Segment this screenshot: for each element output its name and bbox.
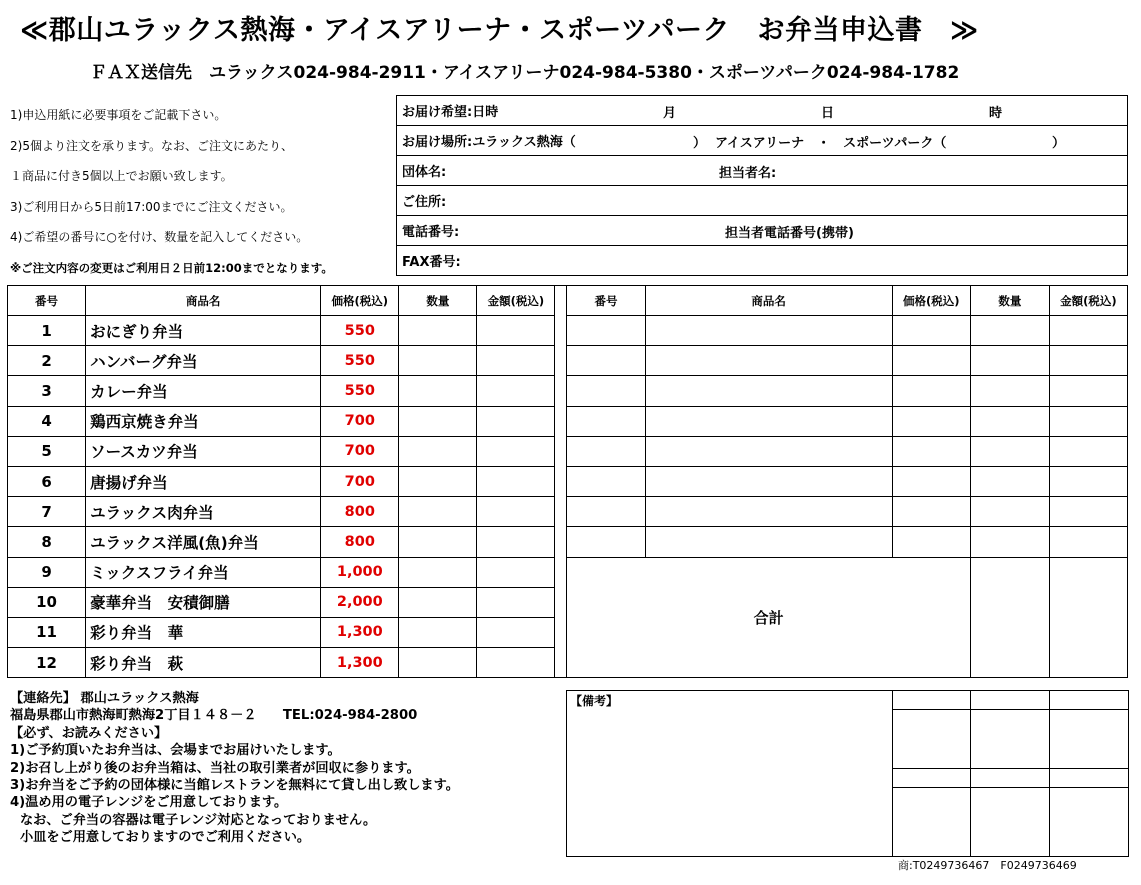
item-price: 2,000 <box>321 587 399 617</box>
item-price: 1,000 <box>321 557 399 587</box>
price-cell-2[interactable] <box>892 316 970 346</box>
item-name: ユラックス洋風(魚)弁当 <box>86 527 321 557</box>
qty-cell[interactable] <box>399 406 477 436</box>
remarks-table <box>566 690 1129 857</box>
table-row <box>8 497 1128 527</box>
item-price: 550 <box>321 316 399 346</box>
header-no: 番号 <box>8 286 86 316</box>
item-name: ユラックス肉弁当 <box>86 497 321 527</box>
name-cell-2[interactable] <box>645 346 892 376</box>
no-cell-2[interactable] <box>567 497 645 527</box>
no-cell-2[interactable] <box>567 466 645 496</box>
item-name: カレー弁当 <box>86 376 321 406</box>
qty-cell-2[interactable] <box>970 436 1049 466</box>
item-price: 1,300 <box>321 648 399 678</box>
item-price: 800 <box>321 497 399 527</box>
item-number[interactable]: 10 <box>8 587 86 617</box>
notice-4-sub1: なお、ご弁当の容器は電子レンジ対応となっておりません。 <box>20 812 377 828</box>
address-label: ご住所: <box>402 195 447 210</box>
delivery-place-label: お届け場所:ユラックス熱海（ <box>402 135 576 150</box>
item-name: ソースカツ弁当 <box>86 436 321 466</box>
instruction-5: 4)ご希望の番号に○を付け、数量を記入してください。 <box>10 230 309 244</box>
amount-cell[interactable] <box>477 617 555 647</box>
amount-cell[interactable] <box>477 466 555 496</box>
qty-cell[interactable] <box>399 346 477 376</box>
price-cell-2[interactable] <box>892 466 970 496</box>
day-label: 日 <box>821 106 835 121</box>
table-row <box>8 406 1128 436</box>
header-amount: 金額(税込) <box>477 286 555 316</box>
price-cell-2[interactable] <box>892 406 970 436</box>
name-cell-2[interactable] <box>645 436 892 466</box>
instruction-1: 1)申込用紙に必要事項をご記載下さい。 <box>10 108 227 122</box>
qty-cell[interactable] <box>399 527 477 557</box>
item-price: 550 <box>321 376 399 406</box>
amount-cell[interactable] <box>477 346 555 376</box>
hour-label: 時 <box>989 106 1003 121</box>
qty-cell[interactable] <box>399 316 477 346</box>
amount-cell-2[interactable] <box>1049 466 1127 496</box>
amount-cell-2[interactable] <box>1049 376 1127 406</box>
qty-cell-2[interactable] <box>970 346 1049 376</box>
amount-cell[interactable] <box>477 497 555 527</box>
remarks-box[interactable] <box>567 691 893 857</box>
price-cell-2[interactable] <box>892 527 970 557</box>
remarks-label: 【備考】 <box>570 694 619 708</box>
table-header-row <box>8 286 1128 316</box>
table-row <box>8 527 1128 557</box>
no-cell-2[interactable] <box>567 346 645 376</box>
header-qty-2: 数量 <box>970 286 1049 316</box>
amount-cell[interactable] <box>477 587 555 617</box>
instructions <box>10 100 333 283</box>
item-number[interactable]: 7 <box>8 497 86 527</box>
fax-destinations: ＦＡＸ送信先 ユラックス024-984-2911・アイスアリーナ024-984-5380・スポーツパーク024-984-1782 <box>90 63 960 83</box>
item-number[interactable]: 1 <box>8 316 86 346</box>
delivery-date-field[interactable] <box>397 96 1128 126</box>
header-amount-2: 金額(税込) <box>1049 286 1127 316</box>
price-cell-2[interactable] <box>892 497 970 527</box>
item-name: ハンバーグ弁当 <box>86 346 321 376</box>
amount-cell[interactable] <box>477 376 555 406</box>
item-price: 800 <box>321 527 399 557</box>
table-row <box>8 436 1128 466</box>
name-cell-2[interactable] <box>645 527 892 557</box>
name-cell-2[interactable] <box>645 376 892 406</box>
item-number[interactable]: 11 <box>8 617 86 647</box>
place-close-1: ） <box>693 136 707 151</box>
qty-cell[interactable] <box>399 587 477 617</box>
notice-4-sub2: 小皿をご用意しておりますのでご利用ください。 <box>20 830 311 846</box>
amount-cell-2[interactable] <box>1049 497 1127 527</box>
instruction-3: １商品に付き5個以上でお願い致します。 <box>10 169 233 183</box>
item-number[interactable]: 4 <box>8 406 86 436</box>
no-cell-2[interactable] <box>567 316 645 346</box>
table-row <box>8 316 1128 346</box>
delivery-date-label: お届け希望:日時 <box>402 105 499 120</box>
amount-cell-2[interactable] <box>1049 527 1127 557</box>
instruction-2: 2)5個より注文を承ります。なお、ご注文にあたり、 <box>10 138 293 153</box>
no-cell-2[interactable] <box>567 436 645 466</box>
item-number[interactable]: 8 <box>8 527 86 557</box>
header-name-2: 商品名 <box>645 286 892 316</box>
item-price: 700 <box>321 406 399 436</box>
amount-cell-2[interactable] <box>1049 406 1127 436</box>
address-field[interactable] <box>397 186 1128 216</box>
qty-cell[interactable] <box>399 466 477 496</box>
item-number[interactable]: 12 <box>8 648 86 678</box>
qty-cell-2[interactable] <box>970 406 1049 436</box>
amount-cell[interactable] <box>477 527 555 557</box>
item-price: 1,300 <box>321 617 399 647</box>
item-name: 鶏西京焼き弁当 <box>86 406 321 436</box>
item-number[interactable]: 9 <box>8 557 86 587</box>
group-name-field[interactable] <box>397 156 1128 186</box>
amount-cell[interactable] <box>477 436 555 466</box>
place-close-2: ） <box>1052 136 1066 151</box>
qty-cell-2[interactable] <box>970 497 1049 527</box>
table-row <box>8 466 1128 496</box>
notice-4: 4)温め用の電子レンジをご用意しております。 <box>10 795 288 811</box>
fax-label: FAX番号: <box>402 255 461 270</box>
amount-cell[interactable] <box>477 648 555 678</box>
column-gap <box>555 286 567 316</box>
item-name: 彩り弁当 萩 <box>86 648 321 678</box>
notice-1: 1)ご予約頂いたお弁当は、会場までお届けいたします。 <box>10 743 341 759</box>
order-table <box>7 285 1128 678</box>
item-name: 彩り弁当 華 <box>86 617 321 647</box>
phone-label: 電話番号: <box>402 225 460 240</box>
item-name: おにぎり弁当 <box>86 316 321 346</box>
qty-cell[interactable] <box>399 648 477 678</box>
table-row <box>8 346 1128 376</box>
item-name: ミックスフライ弁当 <box>86 557 321 587</box>
qty-cell[interactable] <box>399 436 477 466</box>
name-cell-2[interactable] <box>645 466 892 496</box>
price-cell-2[interactable] <box>892 436 970 466</box>
qty-cell[interactable] <box>399 376 477 406</box>
footer-code: 商:T0249736467 F0249736469 <box>898 859 1077 872</box>
delivery-info-table <box>396 95 1128 276</box>
amount-cell[interactable] <box>477 406 555 436</box>
contact-address: 福島県郡山市熱海町熱海2丁目１４８－２ TEL:024-984-2800 <box>10 708 418 724</box>
total-qty-cell[interactable] <box>970 557 1049 678</box>
header-price: 価格(税込) <box>321 286 399 316</box>
name-cell-2[interactable] <box>645 406 892 436</box>
group-name-label: 団体名: <box>402 165 447 180</box>
item-number[interactable]: 3 <box>8 376 86 406</box>
qty-cell[interactable] <box>399 497 477 527</box>
no-cell-2[interactable] <box>567 527 645 557</box>
form-title: ≪郡山ユラックス熱海・アイスアリーナ・スポーツパーク お弁当申込書 ≫ <box>20 15 979 46</box>
no-cell-2[interactable] <box>567 406 645 436</box>
price-cell-2[interactable] <box>892 376 970 406</box>
table-row <box>8 557 1128 587</box>
table-row <box>8 376 1128 406</box>
instruction-4: 3)ご利用日から5日前17:00までにご注文ください。 <box>10 199 293 214</box>
qty-cell-2[interactable] <box>970 316 1049 346</box>
no-cell-2[interactable] <box>567 376 645 406</box>
total-label: 合計 <box>567 557 970 678</box>
header-name: 商品名 <box>86 286 321 316</box>
qty-cell-2[interactable] <box>970 466 1049 496</box>
price-cell-2[interactable] <box>892 346 970 376</box>
header-no-2: 番号 <box>567 286 645 316</box>
amount-cell-2[interactable] <box>1049 346 1127 376</box>
header-qty: 数量 <box>399 286 477 316</box>
must-read-heading: 【必ず、お読みください】 <box>10 725 168 741</box>
amount-cell-2[interactable] <box>1049 316 1127 346</box>
item-name: 唐揚げ弁当 <box>86 466 321 496</box>
notice-3: 3)お弁当をご予約の団体様に当館レストランを無料にて貸し出し致します。 <box>10 778 459 794</box>
amount-cell-2[interactable] <box>1049 436 1127 466</box>
name-cell-2[interactable] <box>645 497 892 527</box>
fax-field[interactable] <box>397 246 1128 276</box>
item-price: 700 <box>321 466 399 496</box>
phone-field[interactable] <box>397 216 1128 246</box>
item-number[interactable]: 2 <box>8 346 86 376</box>
item-number[interactable]: 6 <box>8 466 86 496</box>
qty-cell[interactable] <box>399 617 477 647</box>
person-name-label: 担当者名: <box>719 166 777 181</box>
qty-cell-2[interactable] <box>970 376 1049 406</box>
month-label: 月 <box>663 106 677 121</box>
header-price-2: 価格(税込) <box>892 286 970 316</box>
contact-heading: 【連絡先】 郡山ユラックス熱海 <box>10 691 199 706</box>
item-price: 550 <box>321 346 399 376</box>
qty-cell[interactable] <box>399 557 477 587</box>
notice-2: 2)お召し上がり後のお弁当箱は、当社の取引業者が回収に参ります。 <box>10 760 420 776</box>
total-amount-cell[interactable] <box>1049 557 1127 678</box>
delivery-place-field[interactable] <box>397 126 1128 156</box>
item-number[interactable]: 5 <box>8 436 86 466</box>
name-cell-2[interactable] <box>645 316 892 346</box>
mobile-label: 担当者電話番号(携帯) <box>725 226 854 241</box>
amount-cell[interactable] <box>477 557 555 587</box>
instruction-change-note: ※ご注文内容の変更はご利用日２日前12:00までとなります。 <box>10 260 333 275</box>
amount-cell[interactable] <box>477 316 555 346</box>
item-price: 700 <box>321 436 399 466</box>
place-arena-park: アイスアリーナ ・ スポーツパーク（ <box>715 136 947 151</box>
qty-cell-2[interactable] <box>970 527 1049 557</box>
item-name: 豪華弁当 安積御膳 <box>86 587 321 617</box>
contact-info <box>10 690 459 847</box>
